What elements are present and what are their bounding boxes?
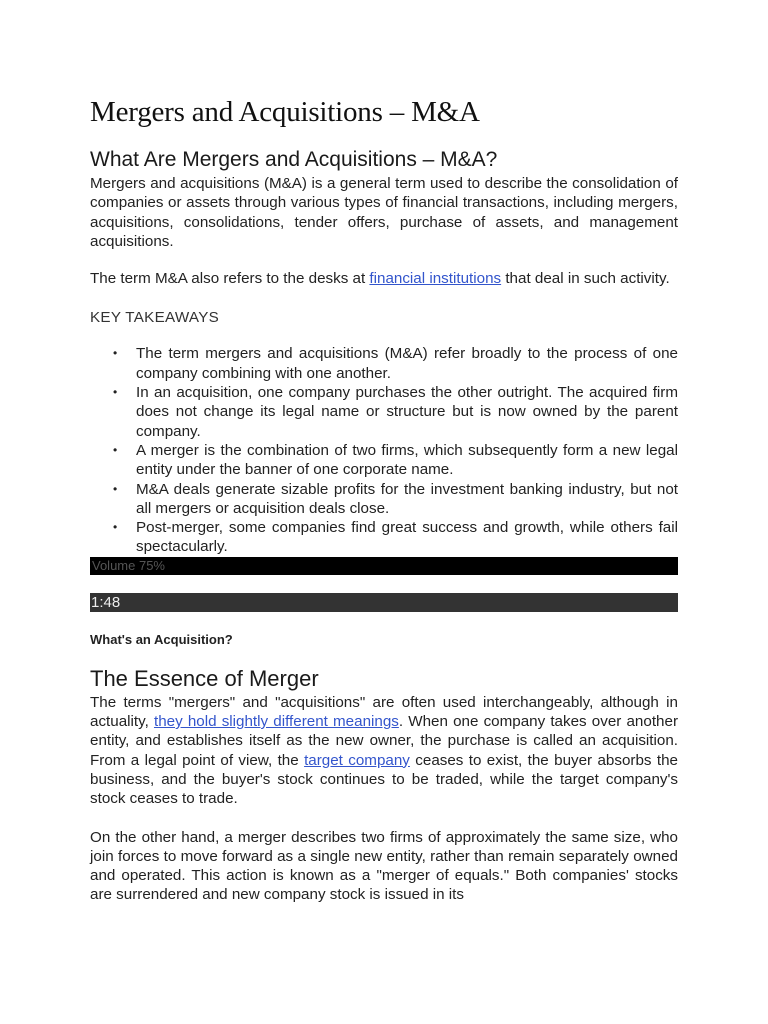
takeaway-text: A merger is the combination of two firms, which subsequently form a new legal entity under the banner of one corporate name. bbox=[136, 441, 678, 479]
essence-text-a: The terms "mergers" and "acquisitions" are often used interchangeably, although in actuality, bbox=[90, 693, 678, 731]
essence-text-c: ceases to exist, the buyer absorbs the business, and the buyer's stock continues to be traded, while the target company's stock ceases to trade. bbox=[90, 751, 678, 808]
list-item bbox=[113, 383, 678, 441]
desks-paragraph bbox=[90, 269, 678, 288]
list-item bbox=[113, 344, 678, 383]
section-heading-what-are-ma: What Are Mergers and Acquisitions – M&A? bbox=[90, 148, 498, 171]
financial-institutions-link[interactable]: financial institutions bbox=[369, 270, 502, 288]
essence-text-b: . When one company takes over another entity, and establishes itself as the new owner, the purchase is called an acquisition. From a legal point of view, the bbox=[90, 713, 678, 769]
essence-paragraph-1 bbox=[90, 693, 678, 809]
key-takeaways-list bbox=[90, 344, 678, 556]
bullet-icon: • bbox=[113, 385, 118, 400]
target-company-link[interactable]: target company bbox=[304, 751, 410, 769]
takeaway-text: M&A deals generate sizable profits for the investment banking industry, but not all mergers or acquisition deals close. bbox=[136, 480, 678, 517]
key-takeaways-heading: KEY TAKEAWAYS bbox=[90, 309, 220, 327]
takeaway-text: In an acquisition, one company purchases the other outright. The acquired firm does not change its legal name or structure but is now owned by the parent company. bbox=[136, 384, 678, 440]
desks-text-before: The term M&A also refers to the desks at bbox=[90, 270, 370, 288]
list-item bbox=[113, 480, 678, 519]
takeaway-text: The term mergers and acquisitions (M&A) refer broadly to the process of one company combining with one another. bbox=[136, 345, 678, 382]
list-item bbox=[113, 441, 678, 480]
different-meanings-link[interactable]: they hold slightly different meanings bbox=[153, 713, 399, 731]
bullet-icon: • bbox=[113, 520, 118, 535]
list-item bbox=[113, 518, 678, 557]
video-time-bar[interactable]: 1:48 bbox=[90, 593, 678, 612]
essence-paragraph-2: On the other hand, a merger describes two firms of approximately the same size, who join forces to move forward as a single new entity, rather than remain separately owned and operated. This action is known as a "merger of equals." Both companies' stocks are surrendered and new company stock is issued in its bbox=[90, 828, 678, 904]
section-heading-essence-of-merger: The Essence of Merger bbox=[90, 665, 319, 691]
document-title: Mergers and Acquisitions – M&A bbox=[90, 96, 480, 128]
video-volume-bar[interactable]: Volume 75% bbox=[90, 557, 678, 575]
document-page bbox=[90, 92, 678, 905]
desks-text-after: that deal in such activity. bbox=[501, 270, 670, 288]
video-caption: What's an Acquisition? bbox=[90, 631, 233, 647]
bullet-icon: • bbox=[113, 346, 118, 361]
intro-paragraph: Mergers and acquisitions (M&A) is a general term used to describe the consolidation of companies or assets through various types of financial transactions, including mergers, acquisitions, consolidations, tender offers, purchase of assets, and management acquisitions. bbox=[90, 175, 678, 250]
bullet-icon: • bbox=[113, 442, 118, 457]
bullet-icon: • bbox=[113, 481, 118, 496]
takeaway-text: Post-merger, some companies find great success and growth, while others fail spectacularly. bbox=[136, 519, 678, 556]
